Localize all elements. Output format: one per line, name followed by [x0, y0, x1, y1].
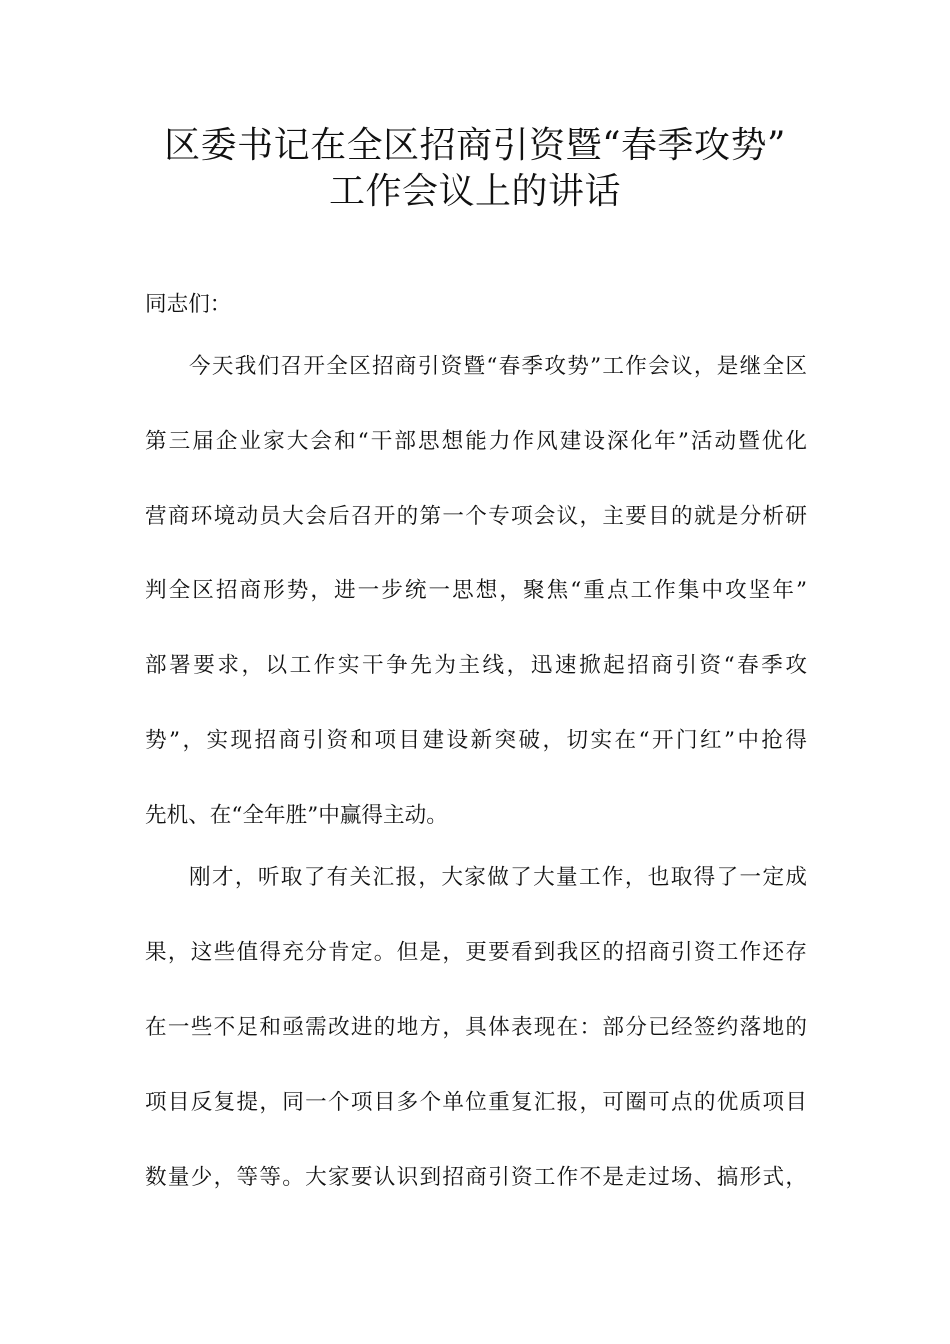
paragraph-1-line-7: 先机、在“全年胜”中赢得主动。	[145, 803, 448, 828]
paragraph-2-line-4: 项目反复提，同一个项目多个单位重复汇报，可圈可点的优质项目	[145, 1090, 807, 1115]
document-title-line-1: 区委书记在全区招商引资暨“春季攻势”	[164, 125, 786, 166]
paragraph-1-line-6: 势”，实现招商引资和项目建设新突破，切实在“开门红”中抢得	[145, 728, 807, 753]
paragraph-1-line-3: 营商环境动员大会后召开的第一个专项会议，主要目的就是分析研	[145, 504, 807, 529]
paragraph-1-line-5: 部署要求，以工作实干争先为主线，迅速掀起招商引资“春季攻	[145, 653, 807, 678]
paragraph-1-line-1: 今天我们召开全区招商引资暨“春季攻势”工作会议，是继全区	[189, 354, 807, 379]
salutation: 同志们：	[145, 292, 232, 317]
paragraph-1-line-2: 第三届企业家大会和“干部思想能力作风建设深化年”活动暨优化	[145, 429, 807, 454]
paragraph-2-line-1: 刚才，听取了有关汇报，大家做了大量工作，也取得了一定成	[189, 865, 807, 890]
paragraph-1-line-4: 判全区招商形势，进一步统一思想，聚焦“重点工作集中攻坚年”	[145, 578, 807, 603]
paragraph-2-line-2: 果，这些值得充分肯定。但是，更要看到我区的招商引资工作还存	[145, 940, 807, 965]
document-title-line-2: 工作会议上的讲话	[328, 171, 621, 212]
paragraph-2-line-5: 数量少，等等。大家要认识到招商引资工作不是走过场、搞形式，	[145, 1165, 807, 1190]
paragraph-2-line-3: 在一些不足和亟需改进的地方，具体表现在：部分已经签约落地的	[145, 1015, 807, 1040]
